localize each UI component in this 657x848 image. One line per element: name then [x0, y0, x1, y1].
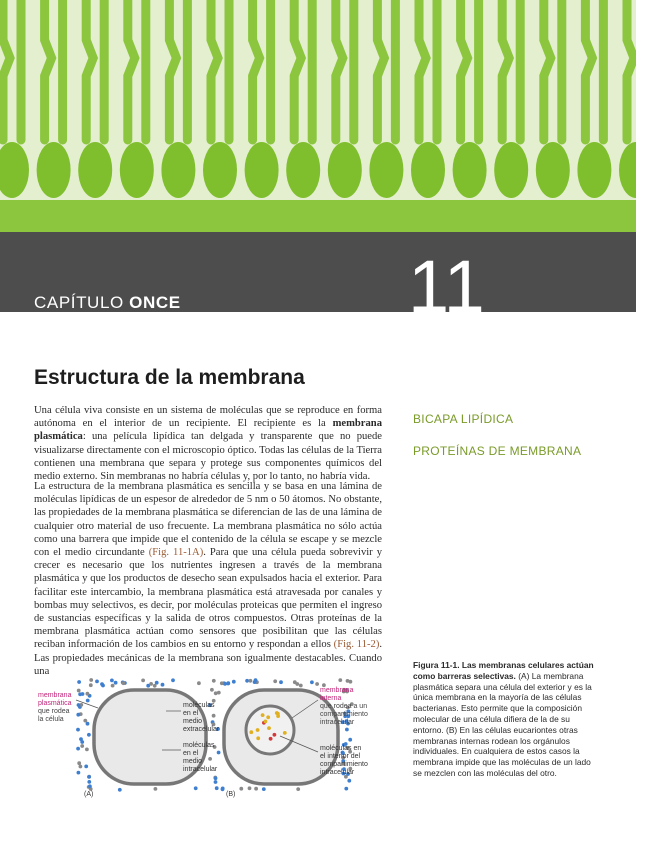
molecule-dot	[269, 737, 273, 741]
molecule-dot	[118, 788, 122, 792]
molecule-dot	[89, 678, 93, 682]
molecule-dot	[212, 714, 216, 718]
molecule-dot	[254, 787, 258, 791]
toc-item-proteinas[interactable]: PROTEÍNAS DE MEMBRANA	[413, 444, 582, 458]
molecule-dot	[273, 679, 277, 683]
molecule-dot	[214, 776, 218, 780]
molecule-dot	[226, 681, 230, 685]
molecule-dot	[212, 679, 216, 683]
toc-item-bicapa[interactable]: BICAPA LIPÍDICA	[413, 412, 514, 426]
molecule-dot	[256, 728, 260, 732]
molecule-dot	[114, 681, 118, 685]
lipid-head	[245, 142, 279, 198]
molecule-dot	[345, 728, 349, 732]
lipid-head	[536, 142, 570, 198]
molecule-dot	[79, 765, 83, 769]
molecule-dot	[95, 680, 99, 684]
lipid-head	[78, 142, 112, 198]
molecule-dot	[88, 784, 92, 788]
molecule-dot	[76, 728, 80, 732]
molecule-dot	[248, 786, 252, 790]
molecule-dot	[197, 681, 201, 685]
figure-11-1	[34, 678, 384, 800]
molecule-dot	[214, 780, 218, 784]
page-title: Estructura de la membrana	[34, 366, 305, 389]
label-compartment-molecules: moléculas en el interior del compartimiento intracelular	[320, 745, 368, 776]
molecule-dot	[279, 680, 283, 684]
panel-label-b: (B)	[226, 791, 236, 798]
lipid-head	[494, 142, 528, 198]
molecule-dot	[77, 689, 81, 693]
molecule-dot	[149, 682, 153, 686]
molecule-dot	[110, 679, 114, 683]
molecule-dot	[347, 779, 351, 783]
molecule-dot	[273, 733, 277, 737]
molecule-dot	[293, 680, 297, 684]
label-internal-membrane: membrana interna que rodea a un compartimiento intracelular	[320, 687, 368, 726]
molecule-dot	[80, 740, 84, 744]
molecule-dot	[217, 691, 221, 695]
figure-ref-11-1a[interactable]: (Fig. 11-1A)	[148, 547, 204, 559]
molecule-dot	[264, 720, 268, 724]
molecule-dot	[78, 692, 82, 696]
molecule-dot	[122, 681, 126, 685]
molecule-dot	[76, 747, 80, 751]
molecule-dot	[83, 719, 87, 723]
molecule-dot	[262, 787, 266, 791]
figure-ref-11-2[interactable]: (Fig. 11-2)	[333, 639, 380, 651]
molecule-dot	[210, 688, 214, 692]
svg-text:CAPÍTULO ONCE	[34, 293, 181, 312]
molecule-dot	[86, 699, 90, 703]
molecule-dot	[217, 751, 221, 755]
molecule-dot	[220, 681, 224, 685]
molecule-dot	[232, 680, 236, 684]
caption-head: Figura 11-1. Las membranas celulares actúan como barreras selectivas.	[413, 660, 594, 681]
internal-compartment	[246, 706, 294, 754]
figure-caption	[413, 660, 599, 779]
molecule-dot	[89, 683, 93, 687]
label-plasma-membrane: membrana plasmática que rodea la célula	[38, 692, 72, 723]
molecule-dot	[77, 703, 81, 707]
lipid-head	[161, 142, 195, 198]
molecule-dot	[141, 679, 145, 683]
molecule-dot	[76, 713, 80, 717]
molecule-dot	[315, 682, 319, 686]
molecule-dot	[344, 787, 348, 791]
molecule-dot	[86, 722, 90, 726]
molecule-dot	[87, 775, 91, 779]
molecule-dot	[283, 731, 287, 735]
lipid-head	[453, 142, 487, 198]
molecule-dot	[338, 678, 342, 682]
molecule-dot	[266, 715, 270, 719]
molecule-dot	[84, 765, 88, 769]
molecule-dot	[239, 787, 243, 791]
molecule-dot	[254, 678, 258, 682]
panel-label-a: (A)	[84, 791, 94, 798]
molecule-dot	[261, 713, 265, 717]
molecule-dot	[215, 786, 219, 790]
lipid-head	[203, 142, 237, 198]
molecule-dot	[86, 692, 90, 696]
molecule-dot	[153, 684, 157, 688]
chapter-number: 11	[408, 245, 485, 312]
lipid-head	[369, 142, 403, 198]
molecule-dot	[161, 683, 165, 687]
lipid-head	[286, 142, 320, 198]
molecule-dot	[310, 680, 314, 684]
chapter-banner	[0, 0, 636, 312]
caption-body: (A) La membrana plasmática separa una célula del exterior y es la única membrana en la mayoría de las células bacterianas. Esto permite que la composición molecular de una célula difiera de la de su entorno. (B) En las células eucariontes otras membranas internas rodean los orgánulos individuales. En cualquiera de estos casos la membrana impide que las moléculas de un lado se mezclen con las moléculas del otro.	[413, 670, 592, 778]
molecule-dot	[249, 679, 253, 683]
label-outside-molecules: moléculas en el medio extracelular	[183, 702, 220, 733]
lipid-head	[120, 142, 154, 198]
molecule-dot	[208, 757, 212, 761]
chapter-label-word: ONCE	[129, 293, 181, 312]
lipid-head	[577, 142, 611, 198]
molecule-dot	[249, 730, 253, 734]
molecule-dot	[276, 714, 280, 718]
molecule-dot	[221, 787, 225, 791]
molecule-dot	[171, 678, 175, 682]
molecule-dot	[194, 786, 198, 790]
molecule-dot	[267, 726, 271, 730]
molecule-dot	[80, 744, 84, 748]
molecule-dot	[111, 684, 115, 688]
lipid-head	[411, 142, 445, 198]
molecule-dot	[256, 736, 260, 740]
molecule-dot	[299, 684, 303, 688]
molecule-dot	[77, 761, 81, 765]
term-membrana-plasmatica: membrana plasmática	[34, 418, 382, 443]
molecule-dot	[87, 733, 91, 737]
label-inside-molecules: moléculas en el medio intracelular	[183, 742, 218, 773]
molecule-dot	[349, 680, 353, 684]
paragraph-intro: Una célula viva consiste en un sistema de moléculas que se reproduce en forma autónoma en el interior de un recipiente. El recipiente es la membrana plasmática: una película lipídica tan delgada y transparente que no puede visualizarse directamente con el microscopio óptico. Todas las células de la Tierra contienen una membrana que separa y protege sus componentes químicos del medio externo. Sin membranas no habría células y, por lo tanto, no habría vida.	[34, 405, 382, 483]
molecule-dot	[85, 748, 89, 752]
paragraph-structure: La estructura de la membrana plasmática es sencilla y se basa en una lámina de moléculas lipídicas de un espesor de alrededor de 5 nm o 50 átomos. No obstante, las propiedades de la membrana plasmática se diferencian de las de una lámina de cualquier otro material de uso frecuente. La membrana plasmática no sólo actúa como una barrera que impide que el contenido de la célula se escape y se mezcle con el medio circundante (Fig. 11-1A). Para que una célula pueda sobrevivir y crecer es necesario que los nutrientes ingresen a través de la membrana plasmática y que los productos de desecho sean expulsados hacia el exterior. Para facilitar este intercambio, la membrana plasmática está atravesada por canales y bombas muy selectivos, es decir, por moléculas proteicas que permiten el ingreso de sustancias específicas y la salida de otros compuestos. Otras proteínas de la membrana plasmática actúan como sensores que posibilitan que las células reciban información de los cambios en su entorno y respondan a ellos (Fig. 11-2). Las propiedades mecánicas de la membrana son igualmente destacables. Cuando una	[34, 481, 382, 677]
molecule-dot	[77, 771, 81, 775]
molecule-dot	[154, 787, 158, 791]
molecule-dot	[100, 682, 104, 686]
lipid-head	[328, 142, 362, 198]
molecule-dot	[77, 680, 81, 684]
molecule-dot	[296, 787, 300, 791]
molecule-dot	[348, 738, 352, 742]
lipid-head	[37, 142, 71, 198]
chapter-label-prefix: CAPÍTULO	[34, 293, 124, 312]
molecule-dot	[245, 679, 249, 683]
molecule-dot	[87, 780, 91, 784]
